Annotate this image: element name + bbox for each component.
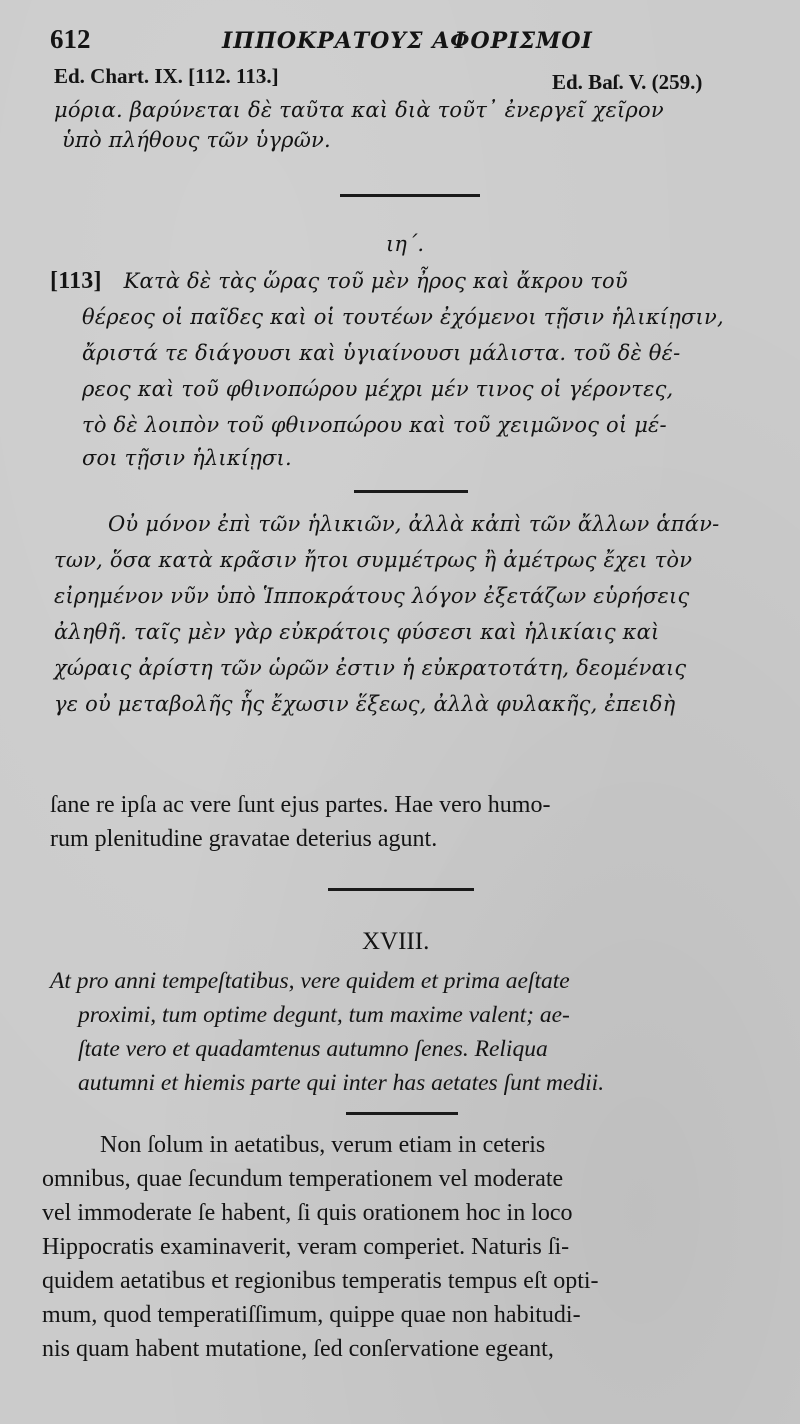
greek-commentary-line-4: ἀληθῆ. ταῖς μὲν γὰρ εὐκράτοις φύσεσι καὶ ἡλικίαις καὶ [54,620,660,644]
section-divider [340,194,480,197]
greek-aphorism-line-4: ρεος καὶ τοῦ φθινοπώρου μέχρι μέν τινος οἱ γέροντες, [82,377,674,401]
greek-commentary-line-3: εἰρημένον νῦν ὑπὸ Ἱπποκράτους λόγον ἐξετάζων εὑρήσεις [54,584,690,608]
edition-chartier-ref: Ed. Chart. IX. [112. 113.] [54,64,279,88]
latin-aphorism-line-4: autumni et hiemis parte qui inter has aetates ſunt medii. [78,1070,605,1096]
section-divider [328,888,474,891]
greek-aphorism-line-5: τὸ δὲ λοιπὸν τοῦ φθινοπώρου καὶ τοῦ χειμῶνος οἱ μέ- [82,413,667,437]
greek-top-text-1: μόρια. βαρύνεται δὲ ταῦτα καὶ διὰ τοῦτ᾽ ἐνεργεῖ χεῖρον [54,98,664,122]
section-divider [354,490,468,493]
latin-aphorism-line-3: ſtate vero et quadamtenus autumno ſenes. Reliqua [78,1036,548,1062]
greek-aphorism-number: ιη΄. [386,232,424,256]
latin-aphorism-line-2: proximi, tum optime degunt, tum maxime valent; ae- [78,1002,570,1028]
latin-commentary-line-4: Hippocratis examinaverit, veram comperiet. Naturis ſi- [42,1234,570,1260]
latin-aphorism-number: XVIII. [362,928,430,955]
greek-top-line-1 [54,98,766,122]
aphorism-page-ref: [113] [50,268,102,294]
latin-commentary-line-7: nis quam habent mutatione, ſed conſervatione egeant, [42,1336,554,1362]
latin-aphorism-line-1: At pro anni tempeſtatibus, vere quidem et prima aeſtate [50,968,570,994]
latin-top-line-2: rum plenitudine gravatae deterius agunt. [50,826,438,852]
greek-commentary-line-5: χώραις ἀρίστη τῶν ὡρῶν ἐστιν ἡ εὐκρατοτάτη, δεομέναις [54,656,687,680]
edition-basel-ref: Ed. Baſ. V. (259.) [552,70,703,94]
greek-top-line-2: ὑπὸ πλήθους τῶν ὑγρῶν. [62,128,331,152]
greek-commentary-line-1: Οὐ μόνον ἐπὶ τῶν ἡλικιῶν, ἀλλὰ κἀπὶ τῶν ἄλλων ἁπάν- [108,512,720,536]
latin-commentary-line-3: vel immoderate ſe habent, ſi quis orationem hoc in loco [42,1200,573,1226]
greek-aphorism-line-1 [50,268,628,295]
greek-aphorism-line-3: ἄριστά τε διάγουσι καὶ ὑγιαίνουσι μάλιστα. τοῦ δὲ θέ- [82,341,681,365]
section-divider [346,1112,458,1115]
greek-commentary-line-2: των, ὅσα κατὰ κρᾶσιν ἤτοι συμμέτρως ἢ ἀμέτρως ἔχει τὸν [54,548,693,572]
latin-top-line-1: ſane re ipſa ac vere ſunt ejus partes. Hae vero humo- [50,792,551,818]
latin-commentary-line-5: quidem aetatibus et regionibus temperatis tempus eſt opti- [42,1268,599,1294]
greek-commentary-line-6: γε οὐ μεταβολῆς ἧς ἔχωσιν ἕξεως, ἀλλὰ φυλακῆς, ἐπειδὴ [54,692,676,716]
greek-aphorism-line-2: θέρεος οἱ παῖδες καὶ οἱ τουτέων ἐχόμενοι τῇσιν ἡλικίῃσιν, [82,305,724,329]
greek-aphorism-text-1: Κατὰ δὲ τὰς ὥρας τοῦ μὲν ἦρος καὶ ἄκρου τοῦ [123,269,628,293]
latin-commentary-line-2: omnibus, quae ſecundum temperationem vel moderate [42,1166,564,1192]
latin-commentary-line-1: Non ſolum in aetatibus, verum etiam in ceteris [100,1132,546,1158]
running-title: ΙΠΠΟΚΡΑΤΟΥΣ ΑΦΟΡΙΣΜΟΙ [222,28,593,54]
greek-aphorism-line-6: σοι τῇσιν ἡλικίῃσι. [82,446,292,470]
page-number: 612 [50,24,91,54]
latin-commentary-line-6: mum, quod temperatiſſimum, quippe quae non habitudi- [42,1302,581,1328]
